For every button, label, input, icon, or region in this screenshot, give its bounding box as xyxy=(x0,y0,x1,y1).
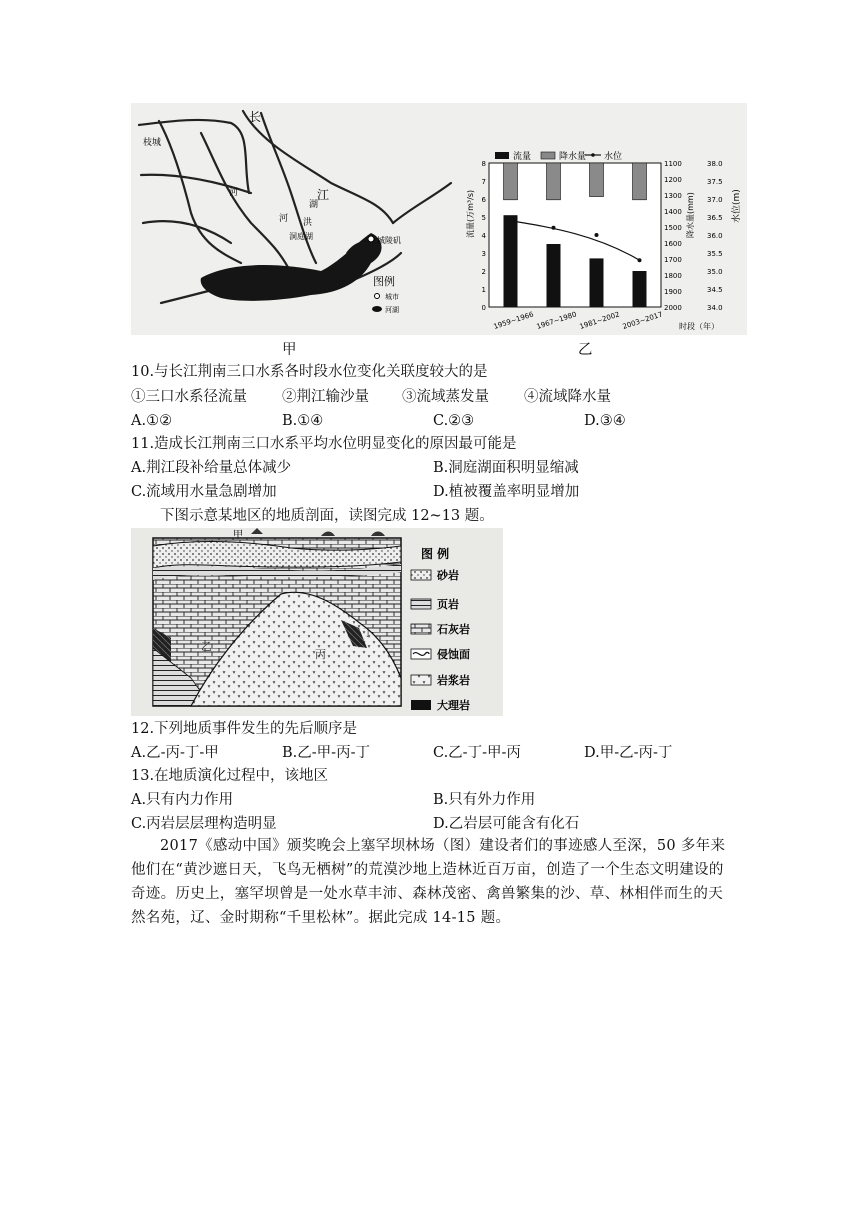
y-right-tick: 37.5 xyxy=(707,178,723,186)
y-left-tick: 3 xyxy=(481,250,486,258)
q10-option-d[interactable]: D.③④ xyxy=(584,413,626,429)
section-label-bing: 丙 xyxy=(315,648,326,661)
q10-item-4: ④流域降水量 xyxy=(524,389,611,405)
precip-bar xyxy=(547,163,561,200)
x-tick: 1981~2002 xyxy=(578,310,621,331)
q11-option-b[interactable]: B.洞庭湖面积明显缩减 xyxy=(433,460,579,476)
q13-stem: 13.在地质演化过程中，该地区 xyxy=(131,768,329,784)
legend-city-icon xyxy=(375,294,380,299)
y-mid-tick: 1800 xyxy=(664,272,682,280)
figure2-photo xyxy=(131,528,503,716)
legend-precip-swatch xyxy=(541,152,555,159)
level-point xyxy=(509,219,513,223)
y-right-tick: 35.5 xyxy=(707,250,723,258)
q11-stem: 11.造成长江荆南三口水系平均水位明显变化的原因最可能是 xyxy=(131,436,517,452)
legend-flow-swatch xyxy=(495,152,509,159)
map-label-hu: 湖 xyxy=(309,200,319,210)
y-mid-tick: 1900 xyxy=(664,288,682,296)
y-mid-tick: 1500 xyxy=(664,224,682,232)
legend-precip-label: 降水量 xyxy=(559,152,587,162)
y-right-tick: 36.0 xyxy=(707,232,723,240)
figure1-photo xyxy=(131,103,747,335)
legend-magma-swatch xyxy=(411,675,431,685)
map-label-dongting: 洞庭湖 xyxy=(289,232,313,241)
x-tick: 2003~2017 xyxy=(621,310,664,331)
y-right-tick: 34.5 xyxy=(707,286,723,294)
legend-magma: 岩浆岩 xyxy=(437,674,470,687)
q10-item-1: ①三口水系径流量 xyxy=(131,389,247,405)
q13-option-a[interactable]: A.只有内力作用 xyxy=(131,792,234,808)
city-dot-icon xyxy=(368,236,374,242)
y-left-tick: 8 xyxy=(481,160,486,168)
map-label-he1: 河 xyxy=(229,188,239,198)
q13-option-d[interactable]: D.乙岩层可能含有化石 xyxy=(433,816,580,832)
flow-bar xyxy=(547,244,561,307)
map-legend-city: 城市 xyxy=(385,293,399,301)
map-label-he2: 河 xyxy=(279,214,289,224)
level-point xyxy=(595,233,599,237)
x-tick: 1967~1980 xyxy=(535,310,578,331)
map-label-hong: 洪 xyxy=(303,218,313,228)
level-point xyxy=(638,258,642,262)
legend-erosion-swatch xyxy=(411,649,431,659)
q12-stem: 12.下列地质事件发生的先后顺序是 xyxy=(131,721,358,737)
map-label-chenglingji: 城陵矶 xyxy=(377,236,401,245)
legend-marble-swatch xyxy=(411,700,431,710)
q10-stem: 10.与长江荆南三口水系各时段水位变化关联度较大的是 xyxy=(131,364,488,380)
map-label-jiang: 江 xyxy=(317,188,330,202)
section-label-yi: 乙 xyxy=(201,640,212,653)
q11-option-c[interactable]: C.流域用水量急剧增加 xyxy=(131,484,277,500)
q10-option-a[interactable]: A.①② xyxy=(131,413,173,429)
geologic-section xyxy=(131,528,503,716)
x-tick: 1959~1966 xyxy=(492,310,535,331)
q10-option-b[interactable]: B.①④ xyxy=(282,413,324,429)
caption-yi: 乙 xyxy=(578,342,593,358)
y-right-tick: 34.0 xyxy=(707,304,723,312)
y-mid-tick: 1200 xyxy=(664,176,682,184)
precip-bar xyxy=(633,163,647,200)
flow-bar xyxy=(633,271,647,307)
q12-option-d[interactable]: D.甲-乙-丙-丁 xyxy=(584,745,673,761)
y-right-tick: 36.5 xyxy=(707,214,723,222)
q13-option-c[interactable]: C.丙岩层层理构造明显 xyxy=(131,816,277,832)
x-axis-label: 时段（年） xyxy=(679,322,719,331)
level-point xyxy=(552,226,556,230)
legend-level-label: 水位 xyxy=(604,152,623,162)
caption-jia: 甲 xyxy=(282,342,297,358)
q11-option-a[interactable]: A.荆江段补给量总体减少 xyxy=(131,460,292,476)
q10-item-2: ②荆江输沙量 xyxy=(282,389,369,405)
river-map xyxy=(131,103,461,335)
legend-erosion: 侵蚀面 xyxy=(437,648,470,661)
y-left-tick: 0 xyxy=(481,304,486,312)
legend-sandstone-swatch xyxy=(411,570,431,580)
water-chart xyxy=(461,103,747,335)
y-left-tick: 6 xyxy=(481,196,486,204)
legend-lake-icon xyxy=(372,306,382,312)
legend-flow-label: 流量 xyxy=(513,152,532,162)
q12-option-a[interactable]: A.乙-丙-丁-甲 xyxy=(131,745,219,761)
y-mid-tick: 1700 xyxy=(664,256,682,264)
legend-limestone: 石灰岩 xyxy=(437,623,470,636)
section-label-jia: 甲 xyxy=(233,530,243,541)
legend-sandstone: 砂岩 xyxy=(437,569,459,582)
y-left-tick: 2 xyxy=(481,268,486,276)
y-mid-tick: 1600 xyxy=(664,240,682,248)
map-legend-title: 图例 xyxy=(373,275,395,288)
flow-bar xyxy=(504,215,518,307)
legend-shale-swatch xyxy=(411,599,431,609)
q12-option-b[interactable]: B.乙-甲-丙-丁 xyxy=(282,745,370,761)
y-mid-tick: 1400 xyxy=(664,208,682,216)
dongting-lake xyxy=(201,233,382,301)
map-label-chang: 长 xyxy=(249,110,262,124)
section-legend-title: 图 例 xyxy=(421,547,450,561)
legend-marble: 大理岩 xyxy=(437,699,470,712)
precip-bar xyxy=(504,163,518,200)
q12-option-c[interactable]: C.乙-丁-甲-丙 xyxy=(433,745,521,761)
passage-14-15: 2017《感动中国》颁奖晚会上塞罕坝林场（图）建设者们的事迹感人至深，50 多年来他们在“黄沙遮日天，飞鸟无栖树”的荒漠沙地上造林近百万亩，创造了一个生态文明建设的奇迹。历史上，塞罕坝曾是一处水草丰沛、森林茂密、禽兽繁集的沙、草、林相伴而生的天然名苑，辽、金时期称“千里松林”。据此完成 14-15 题。 xyxy=(131,838,726,926)
q10-item-3: ③流域蒸发量 xyxy=(402,389,489,405)
y-mid-tick: 1100 xyxy=(664,160,682,168)
legend-level-dot xyxy=(591,153,595,157)
y-left-tick: 1 xyxy=(481,286,486,294)
y-mid-tick: 2000 xyxy=(664,304,682,312)
precip-bar xyxy=(590,163,604,197)
legend-shale: 页岩 xyxy=(437,598,459,611)
y-right-tick: 37.0 xyxy=(707,196,723,204)
y-mid-label: 降水量(mm) xyxy=(686,192,695,238)
y-right-tick: 35.0 xyxy=(707,268,723,276)
y-left-label: 流量(万m³/s) xyxy=(466,189,475,238)
y-mid-tick: 1300 xyxy=(664,192,682,200)
q11-option-d[interactable]: D.植被覆盖率明显增加 xyxy=(433,484,580,500)
q10-option-c[interactable]: C.②③ xyxy=(433,413,475,429)
y-left-tick: 5 xyxy=(481,214,486,222)
flow-bar xyxy=(590,258,604,307)
q13-option-b[interactable]: B.只有外力作用 xyxy=(433,792,536,808)
y-left-tick: 4 xyxy=(481,232,486,240)
section-label-ding: 丁 xyxy=(363,628,373,639)
y-right-label: 水位(m) xyxy=(732,189,742,223)
y-right-tick: 38.0 xyxy=(707,160,723,168)
legend-limestone-swatch xyxy=(411,624,431,634)
y-left-tick: 7 xyxy=(481,178,486,186)
intro-12-13: 下图示意某地区的地质剖面，读图完成 12~13 题。 xyxy=(160,508,494,524)
map-label-zhijiang: 枝城 xyxy=(143,138,162,148)
map-legend-lake: 河湖 xyxy=(385,306,399,314)
